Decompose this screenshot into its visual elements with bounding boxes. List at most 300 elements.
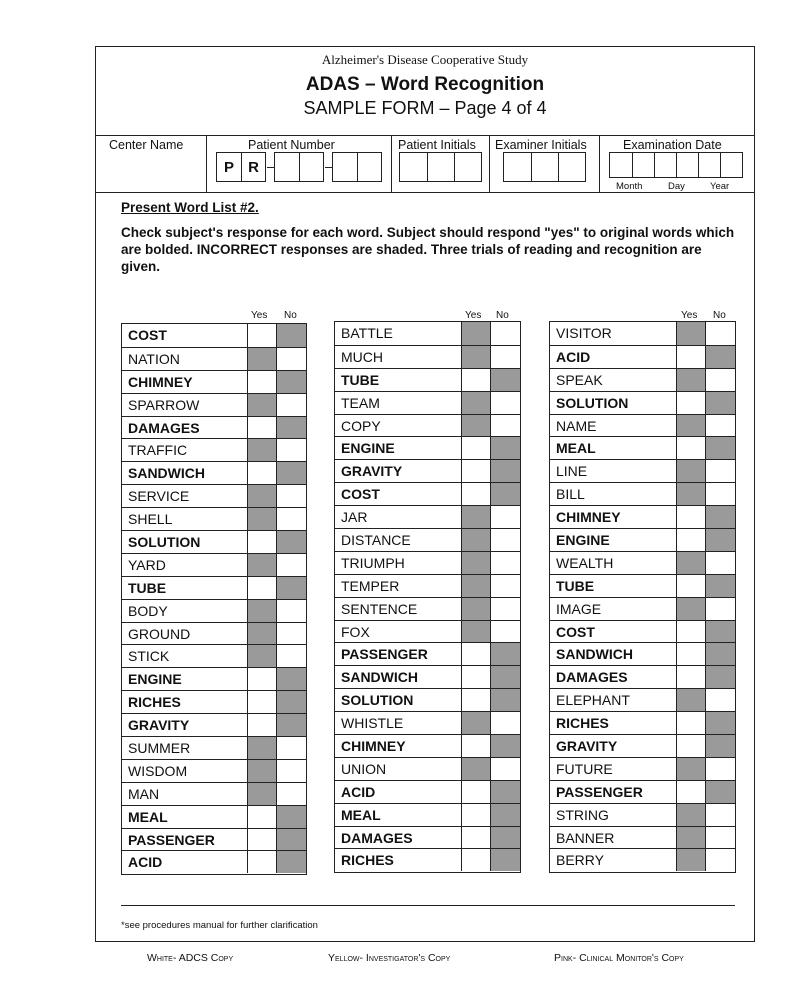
yes-header: Yes	[251, 310, 268, 321]
word-label: CHIMNEY	[335, 735, 462, 757]
no-checkbox[interactable]	[491, 758, 520, 780]
yes-checkbox[interactable]	[677, 506, 706, 528]
word-row	[335, 391, 520, 414]
yes-checkbox[interactable]	[462, 506, 491, 528]
word-label: SPARROW	[122, 394, 248, 416]
no-checkbox[interactable]	[277, 806, 306, 828]
no-checkbox[interactable]	[706, 598, 735, 620]
yes-checkbox[interactable]	[462, 598, 491, 620]
no-checkbox[interactable]	[706, 575, 735, 597]
footnote: *see procedures manual for further clarification	[121, 920, 318, 931]
patient-number-label: Patient Number	[248, 138, 335, 152]
word-label: SPEAK	[550, 369, 677, 391]
yes-checkbox[interactable]	[677, 322, 706, 345]
no-checkbox[interactable]	[277, 394, 306, 416]
word-row	[122, 438, 306, 461]
box	[275, 153, 299, 181]
word-label: TUBE	[335, 369, 462, 391]
word-label: DAMAGES	[550, 666, 677, 688]
word-label: GRAVITY	[550, 735, 677, 757]
no-checkbox[interactable]	[706, 506, 735, 528]
box	[504, 153, 531, 181]
word-label: ACID	[335, 781, 462, 803]
word-row	[122, 530, 306, 553]
no-checkbox[interactable]	[277, 508, 306, 530]
word-label: SERVICE	[122, 485, 248, 507]
yes-checkbox[interactable]	[248, 348, 277, 370]
word-row	[335, 574, 520, 597]
no-checkbox[interactable]	[706, 415, 735, 437]
word-label: GRAVITY	[122, 714, 248, 736]
word-row	[122, 324, 306, 347]
no-checkbox[interactable]	[277, 829, 306, 851]
no-checkbox[interactable]	[277, 783, 306, 805]
word-row	[550, 803, 735, 826]
yes-checkbox[interactable]	[248, 645, 277, 667]
word-label: SANDWICH	[550, 643, 677, 665]
word-row	[550, 734, 735, 757]
word-label: YARD	[122, 554, 248, 576]
field-band-bottom	[95, 192, 755, 193]
no-checkbox[interactable]	[277, 577, 306, 599]
no-checkbox[interactable]	[277, 623, 306, 645]
word-label: PASSENGER	[550, 781, 677, 803]
no-checkbox[interactable]	[491, 689, 520, 711]
no-checkbox[interactable]	[491, 392, 520, 414]
no-checkbox[interactable]	[706, 369, 735, 391]
no-checkbox[interactable]	[706, 460, 735, 482]
no-checkbox[interactable]	[491, 712, 520, 734]
box	[400, 153, 427, 181]
yes-checkbox[interactable]	[248, 600, 277, 622]
no-checkbox[interactable]	[277, 600, 306, 622]
copy-pink: Pink- Clinical Monitor's Copy	[554, 952, 684, 964]
word-label: BILL	[550, 483, 677, 505]
yes-checkbox[interactable]	[248, 485, 277, 507]
no-checkbox[interactable]	[277, 531, 306, 553]
word-row	[122, 416, 306, 439]
yes-checkbox[interactable]	[462, 346, 491, 368]
patient-number-id-boxes[interactable]	[332, 152, 382, 182]
word-row	[550, 688, 735, 711]
no-checkbox[interactable]	[706, 643, 735, 665]
box	[632, 153, 654, 177]
word-row	[550, 757, 735, 780]
word-label: PASSENGER	[122, 829, 248, 851]
yes-checkbox[interactable]	[462, 827, 491, 849]
no-checkbox[interactable]	[706, 437, 735, 459]
word-row	[122, 461, 306, 484]
word-label: CHIMNEY	[550, 506, 677, 528]
no-checkbox[interactable]	[706, 712, 735, 734]
yes-checkbox[interactable]	[248, 806, 277, 828]
word-row	[335, 688, 520, 711]
word-row	[335, 848, 520, 871]
word-row	[335, 322, 520, 345]
yes-checkbox[interactable]	[462, 689, 491, 711]
prefix-p: P	[223, 158, 234, 176]
no-checkbox[interactable]	[491, 598, 520, 620]
yes-checkbox[interactable]	[677, 460, 706, 482]
no-checkbox[interactable]	[277, 554, 306, 576]
word-row	[122, 622, 306, 645]
word-table-trial-2	[334, 321, 521, 873]
yes-checkbox[interactable]	[462, 529, 491, 551]
yes-checkbox[interactable]	[462, 621, 491, 643]
no-checkbox[interactable]	[491, 621, 520, 643]
no-checkbox[interactable]	[706, 392, 735, 414]
word-row	[335, 757, 520, 780]
word-label: LINE	[550, 460, 677, 482]
footnote-rule	[121, 905, 735, 906]
word-row	[550, 597, 735, 620]
no-checkbox[interactable]	[491, 827, 520, 849]
no-checkbox[interactable]	[706, 804, 735, 826]
word-row	[122, 736, 306, 759]
yes-checkbox[interactable]	[462, 437, 491, 459]
word-row	[550, 505, 735, 528]
date-day-label: Day	[668, 181, 685, 192]
box	[698, 153, 720, 177]
yes-checkbox[interactable]	[248, 783, 277, 805]
yes-checkbox[interactable]	[677, 758, 706, 780]
no-checkbox[interactable]	[491, 346, 520, 368]
no-checkbox[interactable]	[706, 781, 735, 803]
yes-checkbox[interactable]	[677, 689, 706, 711]
yes-checkbox[interactable]	[462, 666, 491, 688]
no-checkbox[interactable]	[277, 668, 306, 690]
yes-checkbox[interactable]	[462, 712, 491, 734]
yes-checkbox[interactable]	[462, 575, 491, 597]
no-checkbox[interactable]	[706, 666, 735, 688]
no-checkbox[interactable]	[706, 621, 735, 643]
patient-number-site-boxes[interactable]	[274, 152, 324, 182]
no-checkbox[interactable]	[277, 851, 306, 873]
word-label: MEAL	[122, 806, 248, 828]
yes-checkbox[interactable]	[248, 714, 277, 736]
yes-checkbox[interactable]	[677, 621, 706, 643]
word-label: ENGINE	[122, 668, 248, 690]
yes-checkbox[interactable]	[248, 394, 277, 416]
word-row	[550, 482, 735, 505]
word-label: RICHES	[122, 691, 248, 713]
word-row	[550, 551, 735, 574]
examiner-initials-boxes[interactable]	[503, 152, 586, 182]
field-band-top	[95, 135, 755, 136]
word-row	[335, 459, 520, 482]
yes-checkbox[interactable]	[677, 735, 706, 757]
no-checkbox[interactable]	[706, 483, 735, 505]
word-row	[335, 597, 520, 620]
yes-checkbox[interactable]	[462, 781, 491, 803]
word-label: ELEPHANT	[550, 689, 677, 711]
yes-checkbox[interactable]	[677, 437, 706, 459]
no-checkbox[interactable]	[706, 552, 735, 574]
no-checkbox[interactable]	[277, 485, 306, 507]
yes-checkbox[interactable]	[462, 415, 491, 437]
yes-checkbox[interactable]	[462, 392, 491, 414]
no-checkbox[interactable]	[706, 346, 735, 368]
examiner-initials-label: Examiner Initials	[495, 138, 587, 152]
no-checkbox[interactable]	[706, 529, 735, 551]
word-row	[335, 505, 520, 528]
no-checkbox[interactable]	[277, 645, 306, 667]
word-row	[122, 347, 306, 370]
no-checkbox[interactable]	[491, 415, 520, 437]
word-label: RICHES	[550, 712, 677, 734]
yes-checkbox[interactable]	[677, 849, 706, 871]
yes-checkbox[interactable]	[248, 760, 277, 782]
organization-name: Alzheimer's Disease Cooperative Study	[321, 52, 529, 67]
word-label: SOLUTION	[335, 689, 462, 711]
no-checkbox[interactable]	[491, 506, 520, 528]
word-label: FOX	[335, 621, 462, 643]
patient-initials-label: Patient Initials	[398, 138, 476, 152]
word-row	[550, 574, 735, 597]
word-row	[122, 828, 306, 851]
word-row	[335, 482, 520, 505]
word-label: SOLUTION	[550, 392, 677, 414]
yes-checkbox[interactable]	[248, 668, 277, 690]
word-row	[550, 780, 735, 803]
word-row	[550, 414, 735, 437]
yes-checkbox[interactable]	[248, 623, 277, 645]
word-label: STICK	[122, 645, 248, 667]
word-row	[335, 711, 520, 734]
word-row	[550, 528, 735, 551]
word-row	[122, 576, 306, 599]
yes-checkbox[interactable]	[248, 737, 277, 759]
word-label: NAME	[550, 415, 677, 437]
word-label: MAN	[122, 783, 248, 805]
no-checkbox[interactable]	[491, 735, 520, 757]
word-row	[550, 826, 735, 849]
yes-checkbox[interactable]	[248, 554, 277, 576]
no-checkbox[interactable]	[491, 781, 520, 803]
divider	[599, 135, 600, 192]
dash-2: –	[325, 158, 333, 174]
no-checkbox[interactable]	[706, 827, 735, 849]
no-checkbox[interactable]	[277, 737, 306, 759]
yes-checkbox[interactable]	[248, 439, 277, 461]
word-row	[122, 713, 306, 736]
word-label: DAMAGES	[122, 417, 248, 439]
word-row	[122, 850, 306, 873]
word-row	[122, 553, 306, 576]
yes-checkbox[interactable]	[677, 392, 706, 414]
yes-checkbox[interactable]	[677, 529, 706, 551]
word-label: ENGINE	[335, 437, 462, 459]
no-checkbox[interactable]	[491, 483, 520, 505]
word-label: TEMPER	[335, 575, 462, 597]
yes-checkbox[interactable]	[248, 829, 277, 851]
patient-number-prefix-boxes[interactable]	[216, 152, 266, 182]
no-checkbox[interactable]	[277, 371, 306, 393]
patient-initials-boxes[interactable]	[399, 152, 482, 182]
yes-checkbox[interactable]	[677, 827, 706, 849]
yes-checkbox[interactable]	[677, 712, 706, 734]
yes-checkbox[interactable]	[462, 322, 491, 345]
yes-checkbox[interactable]	[677, 598, 706, 620]
word-label: JAR	[335, 506, 462, 528]
no-checkbox[interactable]	[277, 462, 306, 484]
box	[610, 153, 632, 177]
examination-date-boxes[interactable]	[609, 152, 743, 178]
dash-1: –	[267, 158, 275, 174]
box	[558, 153, 585, 181]
no-checkbox[interactable]	[491, 369, 520, 391]
yes-checkbox[interactable]	[677, 804, 706, 826]
no-checkbox[interactable]	[706, 689, 735, 711]
word-label: COPY	[335, 415, 462, 437]
word-row	[550, 848, 735, 871]
yes-checkbox[interactable]	[462, 849, 491, 871]
yes-checkbox[interactable]	[248, 531, 277, 553]
no-checkbox[interactable]	[277, 714, 306, 736]
word-label: BERRY	[550, 849, 677, 871]
no-checkbox[interactable]	[277, 324, 306, 347]
no-checkbox[interactable]	[706, 322, 735, 345]
no-checkbox[interactable]	[706, 849, 735, 871]
no-checkbox[interactable]	[491, 437, 520, 459]
date-month-label: Month	[616, 181, 643, 192]
divider	[391, 135, 392, 192]
no-checkbox[interactable]	[277, 439, 306, 461]
word-label: MEAL	[550, 437, 677, 459]
yes-checkbox[interactable]	[462, 483, 491, 505]
word-label: PASSENGER	[335, 643, 462, 665]
no-checkbox[interactable]	[491, 643, 520, 665]
word-label: SOLUTION	[122, 531, 248, 553]
word-row	[550, 345, 735, 368]
word-label: BODY	[122, 600, 248, 622]
yes-checkbox[interactable]	[677, 781, 706, 803]
yes-checkbox[interactable]	[248, 417, 277, 439]
yes-checkbox[interactable]	[462, 804, 491, 826]
yes-checkbox[interactable]	[677, 369, 706, 391]
yes-checkbox[interactable]	[248, 577, 277, 599]
word-table-trial-3	[549, 321, 736, 873]
word-row	[122, 759, 306, 782]
no-checkbox[interactable]	[491, 849, 520, 871]
word-label: ENGINE	[550, 529, 677, 551]
word-row	[550, 391, 735, 414]
yes-checkbox[interactable]	[677, 552, 706, 574]
word-row	[335, 826, 520, 849]
word-label: WHISTLE	[335, 712, 462, 734]
divider	[489, 135, 490, 192]
word-row	[122, 370, 306, 393]
yes-checkbox[interactable]	[462, 369, 491, 391]
word-label: VISITOR	[550, 322, 677, 345]
word-row	[122, 667, 306, 690]
word-row	[122, 782, 306, 805]
yes-checkbox[interactable]	[462, 552, 491, 574]
yes-checkbox[interactable]	[677, 575, 706, 597]
box	[676, 153, 698, 177]
word-label: UNION	[335, 758, 462, 780]
yes-checkbox[interactable]	[462, 643, 491, 665]
word-label: WISDOM	[122, 760, 248, 782]
word-row	[335, 620, 520, 643]
no-checkbox[interactable]	[491, 804, 520, 826]
word-row	[122, 393, 306, 416]
no-checkbox[interactable]	[277, 760, 306, 782]
yes-checkbox[interactable]	[677, 643, 706, 665]
word-row	[335, 345, 520, 368]
word-row	[335, 665, 520, 688]
no-checkbox[interactable]	[491, 552, 520, 574]
yes-checkbox[interactable]	[248, 462, 277, 484]
word-row	[122, 644, 306, 667]
word-row	[122, 484, 306, 507]
no-checkbox[interactable]	[706, 758, 735, 780]
no-header: No	[284, 310, 297, 321]
box	[720, 153, 742, 177]
prefix-r: R	[241, 153, 265, 181]
word-row	[122, 599, 306, 622]
word-label: IMAGE	[550, 598, 677, 620]
yes-checkbox[interactable]	[677, 415, 706, 437]
yes-checkbox[interactable]	[677, 666, 706, 688]
yes-checkbox[interactable]	[248, 508, 277, 530]
word-row	[550, 436, 735, 459]
word-row	[122, 690, 306, 713]
no-checkbox[interactable]	[706, 735, 735, 757]
word-label: FUTURE	[550, 758, 677, 780]
word-label: TUBE	[550, 575, 677, 597]
box	[427, 153, 454, 181]
word-label: TUBE	[122, 577, 248, 599]
word-label: CHIMNEY	[122, 371, 248, 393]
no-checkbox[interactable]	[491, 322, 520, 345]
word-label: ACID	[122, 851, 248, 873]
yes-checkbox[interactable]	[677, 346, 706, 368]
word-label: TEAM	[335, 392, 462, 414]
form-subtitle: SAMPLE FORM – Page 4 of 4	[303, 98, 547, 118]
word-label: WEALTH	[550, 552, 677, 574]
yes-checkbox[interactable]	[462, 735, 491, 757]
yes-checkbox[interactable]	[248, 324, 277, 347]
word-label: COST	[550, 621, 677, 643]
no-checkbox[interactable]	[491, 460, 520, 482]
word-row	[550, 711, 735, 734]
word-label: GROUND	[122, 623, 248, 645]
word-row	[550, 459, 735, 482]
word-label: ACID	[550, 346, 677, 368]
no-checkbox[interactable]	[277, 691, 306, 713]
yes-checkbox[interactable]	[248, 851, 277, 873]
no-checkbox[interactable]	[277, 348, 306, 370]
word-label: COST	[335, 483, 462, 505]
yes-checkbox[interactable]	[462, 460, 491, 482]
word-row	[335, 803, 520, 826]
yes-checkbox[interactable]	[677, 483, 706, 505]
no-checkbox[interactable]	[277, 417, 306, 439]
no-checkbox[interactable]	[491, 575, 520, 597]
box	[654, 153, 676, 177]
box	[531, 153, 558, 181]
no-checkbox[interactable]	[491, 529, 520, 551]
yes-checkbox[interactable]	[248, 691, 277, 713]
word-label: TRAFFIC	[122, 439, 248, 461]
yes-checkbox[interactable]	[248, 371, 277, 393]
no-checkbox[interactable]	[491, 666, 520, 688]
word-row	[335, 734, 520, 757]
yes-checkbox[interactable]	[462, 758, 491, 780]
no-header: No	[713, 310, 726, 321]
box	[333, 153, 357, 181]
